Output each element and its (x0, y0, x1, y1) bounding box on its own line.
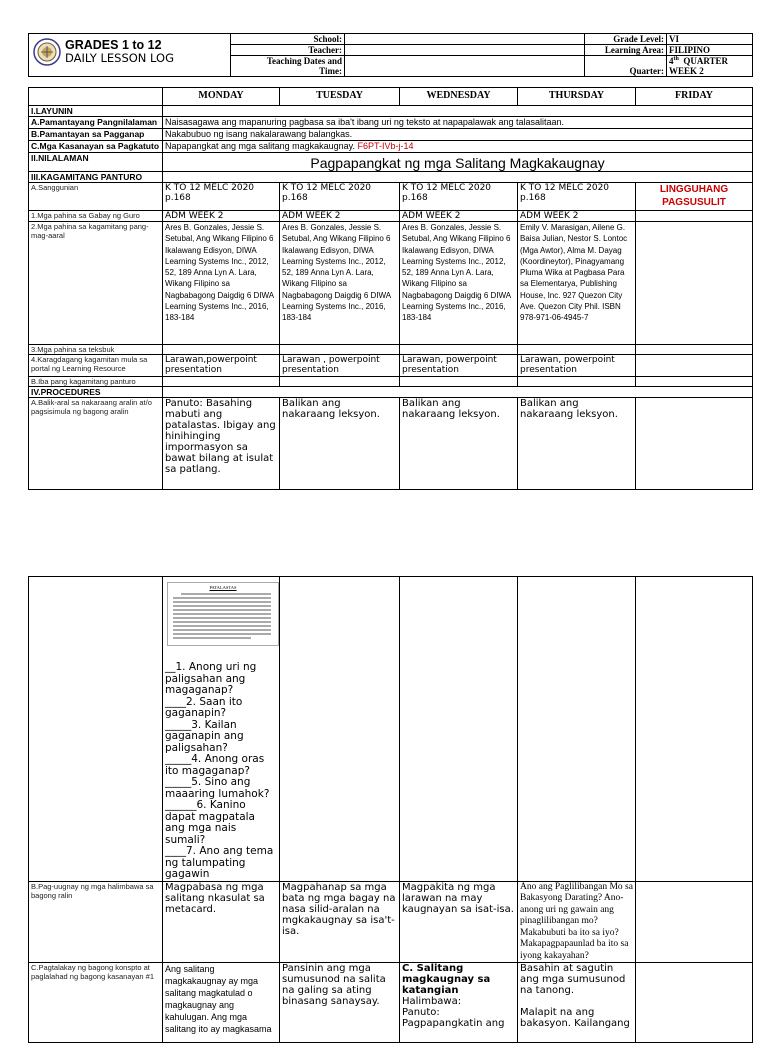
paghahabi-label: B.Pag-uugnay ng mga halimbawa sa bagong ralin (29, 881, 163, 963)
learning-area-label: Learning Area: (585, 45, 667, 56)
pamantayang-pangnilalaman-label: A.Pamantayang Pangnilalaman (29, 117, 163, 129)
quarter-value: 4th QUARTER WEEK 2 (667, 56, 753, 77)
paghahabi-mon: Magpabasa ng mga salitang nkasulat sa metacard. (163, 881, 280, 963)
pamantayang-pangnilalaman-text: Naisasagawa ang mapanuring pagbasa sa iba't ibang uri ng teksto at napapalawak ang talasalitaan. (163, 117, 753, 129)
grade-level-value: VI (667, 34, 753, 45)
day-friday: FRIDAY (636, 88, 753, 106)
sanggunian-tue: K TO 12 MELC 2020 p.168 (280, 183, 400, 211)
kagamitang-wed: Ares B. Gonzales, Jessie S. Setubal, Ang Wikang Filipino 6 Ikalawang Edisyon, DIWA Learning Systems Inc., 2012, 52, 189 Anna Lyn A. Lara, Wikang Filipino sa Nagbabagong Daigdig 6 DIWA Learning Systems Inc., 2016, 183-184 (400, 222, 518, 345)
sanggunian-wed: K TO 12 MELC 2020 p.168 (400, 183, 518, 211)
patalastas-text-lines (171, 592, 275, 644)
school-field[interactable] (345, 34, 585, 45)
paghahabi-wed: Magpakita ng mga larawan na may kaugnayan sa isat-isa. (400, 881, 518, 963)
karagdagang-tue: Larawan , powerpoint presentation (280, 355, 400, 377)
day-thursday: THURSDAY (518, 88, 636, 106)
header-title-cell (29, 34, 231, 77)
kasanayan-code: F6PT-IVb-j-14 (357, 141, 414, 151)
layunin-label: I.LAYUNIN (29, 106, 163, 117)
gabay-label: 1.Mga pahina sa Gabay ng Guro (29, 211, 163, 222)
title-grades: GRADES 1 to 12 (65, 38, 162, 52)
procedures-label: IV.PROCEDURES (29, 387, 163, 398)
day-monday: MONDAY (163, 88, 280, 106)
question-list (165, 662, 277, 881)
day-wednesday: WEDNESDAY (400, 88, 518, 106)
question-item: __1. Anong uri ng paligsahan ang magaganap? (165, 661, 257, 696)
teksbuk-label: 3.Mga pahina sa teksbuk (29, 345, 163, 355)
karagdagang-label: 4.Karagdagang kagamitan mula sa portal ng Learning Resource (29, 355, 163, 377)
grade-level-label: Grade Level: (585, 34, 667, 45)
title-dll: DAILY LESSON LOG (65, 51, 175, 65)
kagamitang-tue: Ares B. Gonzales, Jessie S. Setubal, Ang Wikang Filipino 6 Ikalawang Edisyon, DIWA Learning Systems Inc., 2012, 52, 189 Anna Lyn A. Lara, Wikang Filipino sa Nagbabagong Daigdig 6 DIWA Learning Systems Inc., 2016, 183-184 (280, 222, 400, 345)
balik-aral-mon: Panuto: Basahing mabuti ang patalastas. Ibigay ang hinihinging impormasyon sa bawat bilang at isulat sa patlang. (163, 398, 280, 490)
quarter-label: Quarter: (585, 56, 667, 77)
teacher-label: Teacher: (231, 45, 345, 56)
pagtalakay-thu: Basahin at sagutin ang mga sumusunod na tanong. Malapit na ang bakasyon. Kailangang (518, 963, 636, 1043)
iba-label: B.Iba pang kagamitang panturo (29, 377, 163, 387)
day-tuesday: TUESDAY (280, 88, 400, 106)
lesson-log-table (28, 87, 753, 490)
balik-aral-label: A.Balik-aral sa nakaraang aralin at/o pagsisimula ng bagong aralin (29, 398, 163, 490)
karagdagang-mon: Larawan,powerpoint presentation (163, 355, 280, 377)
karagdagang-thu: Larawan, powerpoint presentation (518, 355, 636, 377)
teacher-field[interactable] (345, 45, 585, 56)
question-item: ____7. Ano ang tema ng talumpating gagawin (165, 845, 274, 880)
sanggunian-thu: K TO 12 MELC 2020 p.168 (518, 183, 636, 211)
pagtalakay-wed: C. Salitang magkaugnay sa katangian Halimbawa: Panuto: Pagpapangkatin ang (400, 963, 518, 1043)
question-item: _____5. Sino ang maaaring lumahok? (165, 776, 270, 800)
karagdagang-wed: Larawan, powerpoint presentation (400, 355, 518, 377)
deped-seal-icon (33, 37, 61, 67)
kagamitang-thu: Emily V. Marasigan, Ailene G. Baisa Julian, Nestor S. Lontoc (Mga Awtor), Alma M. Dayag (Koordineytor), Pinagyamang Pluma Wika at Pagbasa Para sa Elementarya, Publishing House, Inc. 927 Quezon City Ave. Quezon City Phil. ISBN 978-971-06-4945-7 (518, 222, 636, 345)
friday-note: LINGGUHANG PAGSUSULIT (636, 183, 753, 211)
gabay-wed: ADM WEEK 2 (400, 211, 518, 222)
pamantayan-pagganap-label: B.Pamantayan sa Pagganap (29, 129, 163, 141)
lesson-log-table-page2 (28, 576, 753, 1043)
pagtalakay-label: C.Pagtalakay ng bagong konspto at paglalahad ng bagong kasanayan #1 (29, 963, 163, 1043)
balik-aral-wed: Balikan ang nakaraang leksyon. (400, 398, 518, 490)
teaching-dates-field[interactable] (345, 56, 585, 77)
patalastas-title: PATALASTAS (209, 585, 237, 590)
pamantayan-pagganap-text: Nakabubuo ng isang nakalarawang balangkas. (163, 129, 753, 141)
question-item: ____2. Saan ito gaganapin? (165, 695, 243, 719)
question-item: ______6. Kanino dapat magpatala ang mga nais sumali? (165, 799, 255, 846)
kagamitang-mon: Ares B. Gonzales, Jessie S. Setubal, Ang Wikang Filipino 6 Ikalawang Edisyon, DIWA Learning Systems Inc., 2012, 52, 189 Anna Lyn A. Lara, Wikang Filipino sa Nagbabagong Daigdig 6 DIWA Learning Systems Inc., 2016, 183-184 (163, 222, 280, 345)
pagtalakay-mon: Ang salitang magkakaugnay ay mga salitang magkatulad o magkaugnay ang kahulugan. Ang mga salitang ito ay magkasama (163, 963, 280, 1043)
kasanayan-text: Napapangkat ang mga salitang magkakaugnay. F6PT-IVb-j-14 (163, 141, 753, 153)
gabay-mon: ADM WEEK 2 (163, 211, 280, 222)
balik-aral-thu: Balikan ang nakaraang leksyon. (518, 398, 636, 490)
school-label: School: (231, 34, 345, 45)
sanggunian-label: A.Sanggunian (29, 183, 163, 211)
kasanayan-label: C.Mga Kasanayan sa Pagkatuto (29, 141, 163, 153)
question-item: _____4. Anong oras ito magaganap? (165, 753, 265, 777)
pagtalakay-tue: Pansinin ang mga sumusunod na salita na galing sa ating binasang sanaysay. (280, 963, 400, 1043)
balik-aral-tue: Balikan ang nakaraang leksyon. (280, 398, 400, 490)
patalastas-image (167, 582, 279, 646)
paghahabi-tue: Magpahanap sa mga bata ng mga bagay na nasa silid-aralan na mgkakaugnay sa isa't-isa. (280, 881, 400, 963)
kagamitan-label: III.KAGAMITANG PANTURO (29, 172, 163, 183)
teaching-dates-label: Teaching Dates and Time: (231, 56, 345, 77)
nilalaman-label: II.NILALAMAN (29, 153, 163, 172)
nilalaman-title: Pagpapangkat ng mga Salitang Magkakaugnay (163, 153, 753, 172)
kagamitang-mag-aaral-label: 2.Mga pahina sa kagamitang pang-mag-aaral (29, 222, 163, 345)
question-item: _____3. Kailan gaganapin ang paligsahan? (165, 718, 244, 754)
header-table (28, 33, 753, 77)
gabay-tue: ADM WEEK 2 (280, 211, 400, 222)
patalastas-cell (163, 577, 280, 882)
gabay-thu: ADM WEEK 2 (518, 211, 636, 222)
sanggunian-mon: K TO 12 MELC 2020 p.168 (163, 183, 280, 211)
paghahabi-thu: Ano ang Paglilibangan Mo sa Bakasyong Darating? Ano-anong uri ng gawain ang pinaglilibangan mo? Makabubuti ba ito sa iyo? Makapagpapaunlad ba ito sa iyong kakayahan? (518, 881, 636, 963)
learning-area-value: FILIPINO (667, 45, 753, 56)
